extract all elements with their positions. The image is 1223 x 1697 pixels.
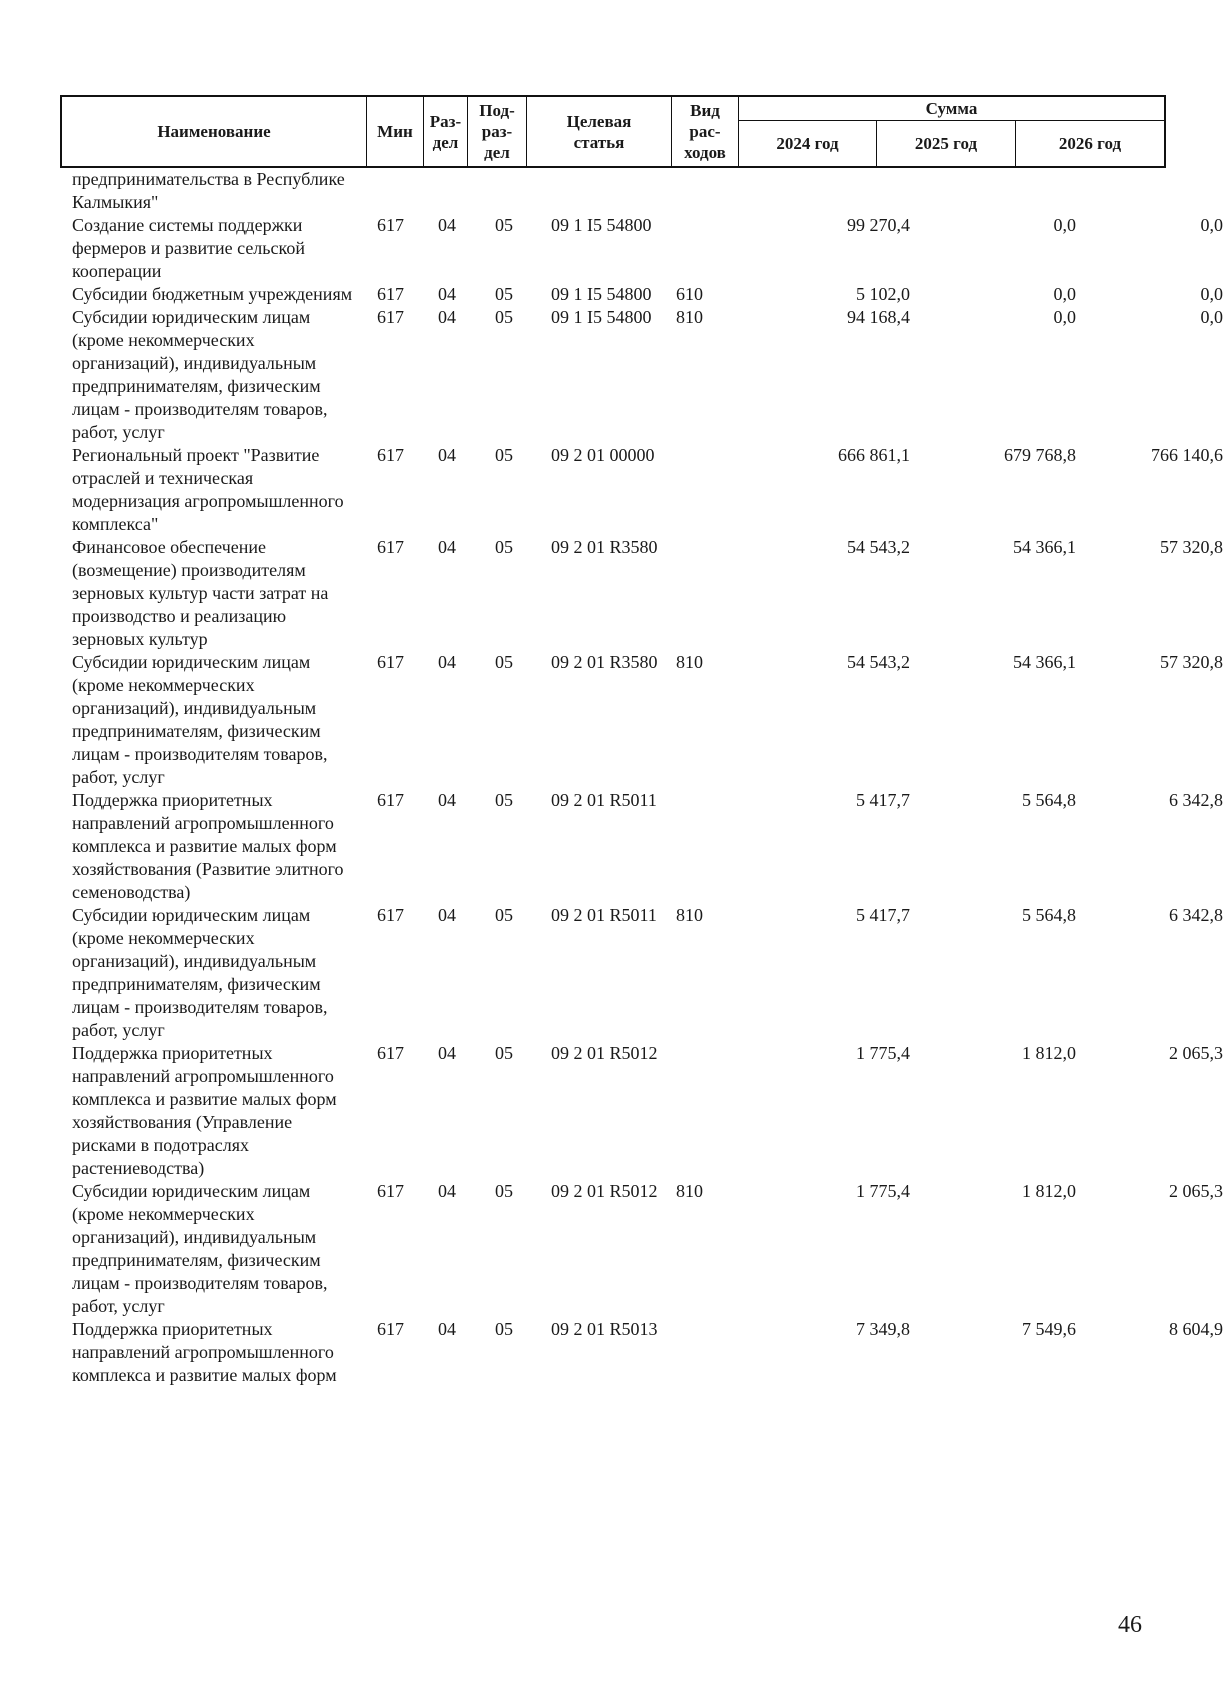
- cell-razdel: 04: [438, 445, 456, 465]
- header-summa: Сумма: [739, 97, 1164, 121]
- cell-min: 617: [377, 652, 404, 672]
- cell-sum-2024: 5 417,7: [856, 905, 910, 925]
- cell-sum-2024: 99 270,4: [847, 215, 910, 235]
- cell-razdel: 04: [438, 1043, 456, 1063]
- cell-min: 617: [377, 905, 404, 925]
- cell-sum-2024: 54 543,2: [847, 537, 910, 557]
- table-row: [60, 1180, 1223, 1318]
- header-year-2025: 2025 год: [877, 121, 1016, 166]
- cell-sum-2025: 1 812,0: [1022, 1181, 1076, 1201]
- cell-razdel: 04: [438, 652, 456, 672]
- cell-podrazdel: 05: [495, 284, 513, 304]
- cell-razdel: 04: [438, 1181, 456, 1201]
- cell-sum-2026: 57 320,8: [1160, 652, 1223, 672]
- cell-sum-2024: 1 775,4: [856, 1043, 910, 1063]
- cell-name: Поддержка приоритетных направлений агропромышленного комплекса и развитие малых форм хозяйствования (Развитие элитного семеноводства): [72, 790, 344, 902]
- cell-min: 617: [377, 1319, 404, 1339]
- cell-name: Создание системы поддержки фермеров и развитие сельской кооперации: [72, 215, 305, 281]
- cell-razdel: 04: [438, 284, 456, 304]
- cell-name: предпринимательства в Республике Калмыкия": [72, 169, 345, 212]
- header-celevaya: Целевая статья: [527, 97, 672, 166]
- cell-min: 617: [377, 790, 404, 810]
- table-row: [60, 651, 1223, 789]
- cell-name: Поддержка приоритетных направлений агропромышленного комплекса и развитие малых форм хозяйствования (Управление рисками в подотраслях растениеводства): [72, 1043, 337, 1178]
- cell-razdel: 04: [438, 215, 456, 235]
- cell-min: 617: [377, 445, 404, 465]
- cell-vid-rashodov: 810: [676, 307, 703, 327]
- cell-razdel: 04: [438, 790, 456, 810]
- cell-sum-2025: 5 564,8: [1022, 790, 1076, 810]
- cell-celevaya-statya: 09 2 01 R5011: [551, 790, 657, 810]
- cell-celevaya-statya: 09 2 01 R5012: [551, 1181, 658, 1201]
- cell-podrazdel: 05: [495, 537, 513, 557]
- cell-sum-2024: 666 861,1: [838, 445, 910, 465]
- cell-podrazdel: 05: [495, 905, 513, 925]
- table-row: [60, 536, 1223, 651]
- cell-name: Субсидии юридическим лицам (кроме некоммерческих организаций), индивидуальным предпринимателям, физическим лицам - производителям товаров, работ, услуг: [72, 307, 328, 442]
- cell-name: Финансовое обеспечение (возмещение) производителям зерновых культур части затрат на производство и реализацию зерновых культур: [72, 537, 329, 649]
- cell-sum-2026: 6 342,8: [1169, 905, 1223, 925]
- cell-name: Региональный проект "Развитие отраслей и техническая модернизация агропромышленного комплекса": [72, 445, 344, 534]
- cell-sum-2026: 57 320,8: [1160, 537, 1223, 557]
- cell-sum-2025: 0,0: [1053, 307, 1076, 327]
- cell-sum-2024: 94 168,4: [847, 307, 910, 327]
- cell-sum-2025: 5 564,8: [1022, 905, 1076, 925]
- cell-sum-2026: 0,0: [1200, 284, 1223, 304]
- cell-min: 617: [377, 1181, 404, 1201]
- table-row: [60, 904, 1223, 1042]
- cell-podrazdel: 05: [495, 790, 513, 810]
- cell-sum-2025: 0,0: [1053, 215, 1076, 235]
- cell-sum-2024: 7 349,8: [856, 1319, 910, 1339]
- table-row: [60, 306, 1223, 444]
- header-name: Наименование: [62, 97, 367, 166]
- table-row: [60, 789, 1223, 904]
- header-year-2024: 2024 год: [739, 121, 877, 166]
- cell-sum-2024: 5 417,7: [856, 790, 910, 810]
- cell-sum-2025: 54 366,1: [1013, 652, 1076, 672]
- cell-celevaya-statya: 09 1 I5 54800: [551, 284, 652, 304]
- table-row: [60, 1318, 1223, 1387]
- cell-name: Субсидии юридическим лицам (кроме некоммерческих организаций), индивидуальным предпринимателям, физическим лицам - производителям товаров, работ, услуг: [72, 1181, 328, 1316]
- table-row: [60, 214, 1223, 283]
- cell-razdel: 04: [438, 905, 456, 925]
- cell-min: 617: [377, 307, 404, 327]
- cell-vid-rashodov: 610: [676, 284, 703, 304]
- cell-podrazdel: 05: [495, 1181, 513, 1201]
- cell-podrazdel: 05: [495, 445, 513, 465]
- cell-name: Субсидии юридическим лицам (кроме некоммерческих организаций), индивидуальным предпринимателям, физическим лицам - производителям товаров, работ, услуг: [72, 905, 328, 1040]
- cell-min: 617: [377, 284, 404, 304]
- cell-celevaya-statya: 09 2 01 R5013: [551, 1319, 658, 1339]
- cell-celevaya-statya: 09 1 I5 54800: [551, 215, 652, 235]
- cell-celevaya-statya: 09 2 01 R5012: [551, 1043, 658, 1063]
- cell-sum-2025: 1 812,0: [1022, 1043, 1076, 1063]
- cell-podrazdel: 05: [495, 215, 513, 235]
- cell-celevaya-statya: 09 2 01 R5011: [551, 905, 657, 925]
- cell-celevaya-statya: 09 2 01 00000: [551, 445, 655, 465]
- cell-sum-2025: 679 768,8: [1004, 445, 1076, 465]
- cell-celevaya-statya: 09 2 01 R3580: [551, 652, 658, 672]
- cell-vid-rashodov: 810: [676, 652, 703, 672]
- cell-celevaya-statya: 09 2 01 R3580: [551, 537, 658, 557]
- cell-sum-2025: 0,0: [1053, 284, 1076, 304]
- cell-podrazdel: 05: [495, 307, 513, 327]
- header-year-2026: 2026 год: [1058, 133, 1122, 153]
- table-row: [60, 1042, 1223, 1180]
- cell-name: Субсидии юридическим лицам (кроме некоммерческих организаций), индивидуальным предпринимателям, физическим лицам - производителям товаров, работ, услуг: [72, 652, 328, 787]
- cell-min: 617: [377, 215, 404, 235]
- cell-podrazdel: 05: [495, 1319, 513, 1339]
- table-body: [60, 168, 1223, 1387]
- table-row: [60, 168, 1180, 214]
- cell-sum-2025: 54 366,1: [1013, 537, 1076, 557]
- table-header: [60, 95, 1166, 168]
- cell-sum-2026: 2 065,3: [1169, 1043, 1223, 1063]
- cell-sum-2024: 5 102,0: [856, 284, 910, 304]
- header-vid: Вид рас- ходов: [672, 97, 739, 166]
- cell-vid-rashodov: 810: [676, 905, 703, 925]
- cell-sum-2026: 2 065,3: [1169, 1181, 1223, 1201]
- cell-sum-2025: 7 549,6: [1022, 1319, 1076, 1339]
- cell-sum-2026: 8 604,9: [1169, 1319, 1223, 1339]
- cell-sum-2026: 766 140,6: [1151, 445, 1223, 465]
- page-number: 46: [1118, 1612, 1142, 1638]
- cell-razdel: 04: [438, 307, 456, 327]
- cell-sum-2024: 1 775,4: [856, 1181, 910, 1201]
- cell-name: Поддержка приоритетных направлений агропромышленного комплекса и развитие малых форм: [72, 1319, 337, 1385]
- header-podrazdel: Под- раз- дел: [468, 97, 527, 166]
- cell-podrazdel: 05: [495, 1043, 513, 1063]
- header-min: Мин: [367, 97, 424, 166]
- cell-min: 617: [377, 1043, 404, 1063]
- cell-min: 617: [377, 537, 404, 557]
- cell-celevaya-statya: 09 1 I5 54800: [551, 307, 652, 327]
- cell-vid-rashodov: 810: [676, 1181, 703, 1201]
- cell-razdel: 04: [438, 1319, 456, 1339]
- cell-podrazdel: 05: [495, 652, 513, 672]
- cell-sum-2024: 54 543,2: [847, 652, 910, 672]
- cell-sum-2026: 6 342,8: [1169, 790, 1223, 810]
- header-razdel: Раз- дел: [424, 97, 468, 166]
- cell-razdel: 04: [438, 537, 456, 557]
- cell-sum-2026: 0,0: [1200, 307, 1223, 327]
- cell-sum-2026: 0,0: [1200, 215, 1223, 235]
- table-row: [60, 444, 1223, 536]
- cell-name: Субсидии бюджетным учреждениям: [72, 284, 353, 304]
- table-row: [60, 283, 1223, 306]
